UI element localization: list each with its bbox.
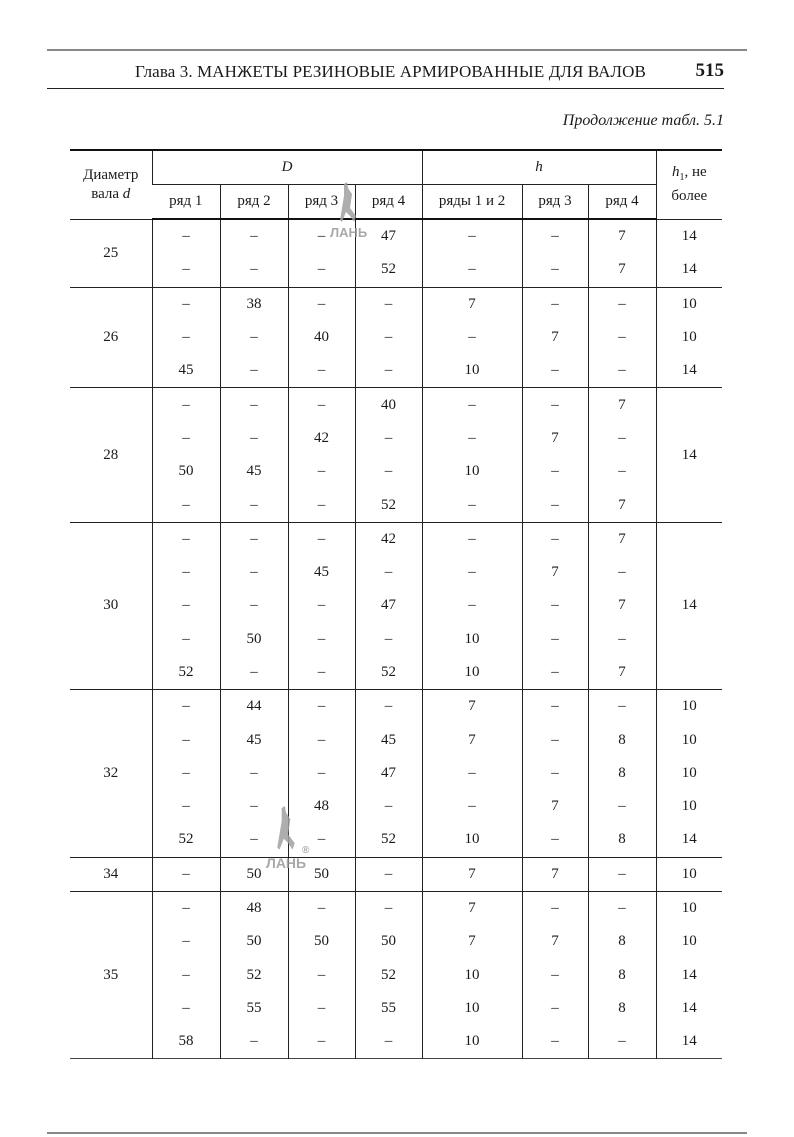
value-cell: – bbox=[522, 455, 588, 488]
value-cell: – bbox=[588, 690, 656, 724]
value-cell: 14 bbox=[656, 959, 722, 992]
table-row bbox=[70, 857, 722, 891]
table-row bbox=[70, 992, 722, 1025]
value-cell: – bbox=[220, 790, 288, 823]
subheader-D-col: ряд 3 bbox=[288, 185, 355, 220]
subheader-h-col: ряд 4 bbox=[588, 185, 656, 220]
value-cell: 7 bbox=[588, 656, 656, 690]
chapter-title: Глава 3. МАНЖЕТЫ РЕЗИНОВЫЕ АРМИРОВАННЫЕ ДЛЯ ВАЛОВ bbox=[134, 62, 646, 81]
table-caption: Продолжение табл. 5.1 bbox=[562, 112, 724, 129]
value-cell: – bbox=[355, 455, 422, 488]
value-cell: 8 bbox=[588, 723, 656, 756]
value-cell: 48 bbox=[220, 891, 288, 925]
value-cell: – bbox=[152, 992, 220, 1025]
value-cell: 10 bbox=[422, 455, 522, 488]
table-row bbox=[70, 321, 722, 354]
value-cell: – bbox=[522, 354, 588, 388]
value-cell: – bbox=[220, 422, 288, 455]
value-cell: – bbox=[288, 823, 355, 857]
value-cell: – bbox=[220, 556, 288, 589]
value-cell: 47 bbox=[355, 589, 422, 622]
value-cell: 52 bbox=[220, 959, 288, 992]
value-cell: – bbox=[220, 488, 288, 522]
value-cell: – bbox=[288, 757, 355, 790]
value-cell: 40 bbox=[355, 388, 422, 422]
value-cell: 44 bbox=[220, 690, 288, 724]
value-cell: – bbox=[152, 959, 220, 992]
table-row bbox=[70, 219, 722, 253]
value-cell: – bbox=[422, 790, 522, 823]
value-cell: 52 bbox=[152, 656, 220, 690]
value-cell: 7 bbox=[522, 790, 588, 823]
value-cell: – bbox=[288, 589, 355, 622]
table-row bbox=[70, 891, 722, 925]
table-row bbox=[70, 757, 722, 790]
value-cell: 10 bbox=[656, 790, 722, 823]
subheader-h-col: ряды 1 и 2 bbox=[422, 185, 522, 220]
value-cell: 42 bbox=[355, 522, 422, 556]
value-cell: – bbox=[522, 891, 588, 925]
value-cell: 45 bbox=[152, 354, 220, 388]
value-cell: 7 bbox=[588, 253, 656, 287]
diameter-group bbox=[70, 690, 722, 857]
shaft-diameter-cell: 25 bbox=[103, 244, 119, 261]
value-cell: – bbox=[288, 656, 355, 690]
diameter-group bbox=[70, 219, 722, 287]
table-row bbox=[70, 959, 722, 992]
value-cell: 50 bbox=[220, 623, 288, 656]
value-cell: – bbox=[522, 690, 588, 724]
value-cell: – bbox=[152, 556, 220, 589]
value-cell: 45 bbox=[355, 723, 422, 756]
value-cell: – bbox=[355, 422, 422, 455]
value-cell: – bbox=[355, 287, 422, 321]
value-cell: 14 bbox=[656, 354, 722, 388]
seal-dimensions-table bbox=[70, 149, 722, 1059]
value-cell: 50 bbox=[220, 925, 288, 958]
page-number: 515 bbox=[695, 60, 724, 81]
value-cell: 47 bbox=[355, 219, 422, 253]
value-cell: 10 bbox=[422, 959, 522, 992]
value-cell: – bbox=[588, 455, 656, 488]
value-cell: 7 bbox=[422, 925, 522, 958]
value-cell: – bbox=[152, 287, 220, 321]
value-cell: – bbox=[288, 287, 355, 321]
value-cell: 10 bbox=[656, 690, 722, 724]
diameter-group bbox=[70, 891, 722, 1058]
value-cell: – bbox=[422, 556, 522, 589]
value-cell: – bbox=[152, 857, 220, 891]
value-cell: – bbox=[522, 1025, 588, 1059]
value-cell: – bbox=[355, 891, 422, 925]
value-cell: – bbox=[522, 823, 588, 857]
value-cell: – bbox=[355, 690, 422, 724]
table-row bbox=[70, 287, 722, 321]
value-cell: 50 bbox=[288, 925, 355, 958]
value-cell: – bbox=[288, 723, 355, 756]
value-cell: 14 bbox=[656, 219, 722, 253]
value-cell: 10 bbox=[656, 723, 722, 756]
subheader-D-col: ряд 2 bbox=[220, 185, 288, 220]
table-row bbox=[70, 589, 722, 622]
value-cell: – bbox=[288, 992, 355, 1025]
header-shaft-diameter bbox=[70, 150, 152, 219]
value-cell: – bbox=[220, 757, 288, 790]
value-cell: – bbox=[220, 823, 288, 857]
value-cell: – bbox=[355, 790, 422, 823]
value-cell: – bbox=[422, 253, 522, 287]
table-row bbox=[70, 422, 722, 455]
value-cell: 10 bbox=[422, 823, 522, 857]
value-cell: 52 bbox=[152, 823, 220, 857]
value-cell: – bbox=[288, 488, 355, 522]
value-cell: – bbox=[152, 925, 220, 958]
shaft-diameter-cell: 30 bbox=[103, 597, 119, 614]
value-cell: 7 bbox=[422, 891, 522, 925]
value-cell: 38 bbox=[220, 287, 288, 321]
value-cell: 10 bbox=[656, 857, 722, 891]
table-row bbox=[70, 623, 722, 656]
value-cell: – bbox=[220, 1025, 288, 1059]
value-cell: 50 bbox=[288, 857, 355, 891]
header-symbol: h bbox=[671, 164, 680, 181]
value-cell: – bbox=[422, 219, 522, 253]
value-cell: 8 bbox=[588, 823, 656, 857]
value-cell: 7 bbox=[522, 925, 588, 958]
value-cell: – bbox=[588, 422, 656, 455]
value-cell: – bbox=[288, 388, 355, 422]
value-cell: 8 bbox=[588, 992, 656, 1025]
value-cell: 48 bbox=[288, 790, 355, 823]
value-cell: 7 bbox=[588, 388, 656, 422]
value-cell: – bbox=[220, 522, 288, 556]
value-cell: – bbox=[422, 522, 522, 556]
header-h1 bbox=[656, 150, 722, 219]
header-text: более bbox=[671, 188, 708, 205]
value-cell: – bbox=[522, 656, 588, 690]
shaft-diameter-cell: 26 bbox=[103, 329, 119, 346]
value-cell: – bbox=[588, 891, 656, 925]
value-cell: 7 bbox=[422, 690, 522, 724]
value-cell: – bbox=[522, 723, 588, 756]
value-cell: 7 bbox=[522, 857, 588, 891]
value-cell: – bbox=[422, 757, 522, 790]
value-cell: – bbox=[152, 623, 220, 656]
table-row bbox=[70, 656, 722, 690]
value-cell: – bbox=[288, 959, 355, 992]
value-cell: – bbox=[422, 321, 522, 354]
value-cell: 8 bbox=[588, 757, 656, 790]
diameter-group bbox=[70, 857, 722, 891]
value-cell: 7 bbox=[588, 488, 656, 522]
value-cell: – bbox=[422, 388, 522, 422]
value-cell: – bbox=[152, 589, 220, 622]
shaft-diameter-cell: 34 bbox=[103, 865, 119, 882]
shaft-diameter-cell: 35 bbox=[103, 966, 119, 983]
value-cell: – bbox=[588, 354, 656, 388]
value-cell: – bbox=[220, 253, 288, 287]
table-row bbox=[70, 253, 722, 287]
value-cell: – bbox=[588, 556, 656, 589]
value-cell: 50 bbox=[355, 925, 422, 958]
value-cell: 50 bbox=[220, 857, 288, 891]
value-cell: 45 bbox=[220, 455, 288, 488]
value-cell: – bbox=[522, 388, 588, 422]
value-cell: 7 bbox=[588, 219, 656, 253]
value-cell: – bbox=[588, 623, 656, 656]
value-cell: 7 bbox=[588, 589, 656, 622]
bottom-rule bbox=[47, 1132, 747, 1134]
value-cell: – bbox=[355, 354, 422, 388]
value-cell: – bbox=[288, 253, 355, 287]
value-cell: – bbox=[220, 388, 288, 422]
value-cell: – bbox=[288, 219, 355, 253]
table-row bbox=[70, 354, 722, 388]
value-cell: – bbox=[522, 757, 588, 790]
value-cell: 52 bbox=[355, 488, 422, 522]
value-cell: 55 bbox=[220, 992, 288, 1025]
table-row bbox=[70, 556, 722, 589]
value-cell: 14 bbox=[656, 1025, 722, 1059]
subheader-D-col: ряд 1 bbox=[152, 185, 220, 220]
value-cell: 10 bbox=[422, 992, 522, 1025]
value-cell: – bbox=[522, 253, 588, 287]
header-text: , не bbox=[684, 164, 707, 181]
value-cell: – bbox=[220, 321, 288, 354]
value-cell: 7 bbox=[588, 522, 656, 556]
value-cell: 14 bbox=[656, 823, 722, 857]
watermark-text: ЛАНЬ bbox=[330, 225, 368, 240]
value-cell: – bbox=[288, 354, 355, 388]
value-cell: 10 bbox=[422, 354, 522, 388]
value-cell: 45 bbox=[220, 723, 288, 756]
value-cell: – bbox=[522, 488, 588, 522]
value-cell: – bbox=[152, 488, 220, 522]
value-cell: 52 bbox=[355, 656, 422, 690]
value-cell: – bbox=[588, 321, 656, 354]
value-cell: 7 bbox=[522, 556, 588, 589]
table-row bbox=[70, 1025, 722, 1059]
top-rule bbox=[47, 49, 747, 51]
value-cell: 52 bbox=[355, 823, 422, 857]
value-cell: – bbox=[288, 522, 355, 556]
value-cell: – bbox=[220, 354, 288, 388]
value-cell: – bbox=[588, 1025, 656, 1059]
table-row bbox=[70, 522, 722, 556]
value-cell: 58 bbox=[152, 1025, 220, 1059]
value-cell: – bbox=[422, 422, 522, 455]
value-cell: 10 bbox=[656, 925, 722, 958]
value-cell: – bbox=[522, 287, 588, 321]
diameter-group bbox=[70, 388, 722, 522]
value-cell: 10 bbox=[656, 757, 722, 790]
value-cell: 10 bbox=[422, 656, 522, 690]
header-subscript: 1 bbox=[679, 172, 685, 184]
value-cell: 10 bbox=[656, 891, 722, 925]
value-cell: – bbox=[355, 857, 422, 891]
value-cell: – bbox=[522, 959, 588, 992]
value-cell: – bbox=[355, 321, 422, 354]
value-cell: – bbox=[152, 253, 220, 287]
value-cell: – bbox=[152, 790, 220, 823]
value-cell: – bbox=[522, 219, 588, 253]
subheader-D-col: ряд 4 bbox=[355, 185, 422, 220]
value-cell: 10 bbox=[656, 287, 722, 321]
shaft-diameter-cell: 28 bbox=[103, 446, 119, 463]
diameter-group bbox=[70, 287, 722, 388]
value-cell: 50 bbox=[152, 455, 220, 488]
value-cell: 52 bbox=[355, 959, 422, 992]
value-cell: – bbox=[220, 656, 288, 690]
value-cell: 42 bbox=[288, 422, 355, 455]
shaft-diameter-cell: 32 bbox=[103, 764, 119, 781]
value-cell: – bbox=[152, 723, 220, 756]
table-row bbox=[70, 488, 722, 522]
value-cell: – bbox=[152, 891, 220, 925]
value-cell: 52 bbox=[355, 253, 422, 287]
running-header bbox=[47, 60, 724, 89]
value-cell: 7 bbox=[522, 321, 588, 354]
subheader-h-col: ряд 3 bbox=[522, 185, 588, 220]
value-cell: – bbox=[288, 1025, 355, 1059]
watermark-text: ЛАНЬ bbox=[266, 855, 307, 871]
value-cell: – bbox=[355, 1025, 422, 1059]
header-h-group: h bbox=[422, 150, 656, 185]
value-cell: – bbox=[588, 790, 656, 823]
subheader-row bbox=[70, 185, 722, 220]
value-cell: – bbox=[588, 287, 656, 321]
value-cell: – bbox=[152, 219, 220, 253]
h1-merged-cell: 14 bbox=[656, 522, 722, 689]
value-cell: – bbox=[288, 891, 355, 925]
value-cell: 14 bbox=[656, 253, 722, 287]
table-row bbox=[70, 455, 722, 488]
value-cell: – bbox=[152, 388, 220, 422]
value-cell: 7 bbox=[422, 857, 522, 891]
table-row bbox=[70, 823, 722, 857]
header-text: Диаметр bbox=[83, 166, 139, 183]
value-cell: – bbox=[422, 488, 522, 522]
value-cell: 14 bbox=[656, 992, 722, 1025]
value-cell: – bbox=[152, 690, 220, 724]
value-cell: 10 bbox=[422, 623, 522, 656]
header-symbol: d bbox=[122, 185, 131, 202]
value-cell: 10 bbox=[656, 321, 722, 354]
value-cell: – bbox=[522, 623, 588, 656]
value-cell: – bbox=[588, 857, 656, 891]
h1-merged-cell: 14 bbox=[656, 388, 722, 522]
value-cell: – bbox=[355, 556, 422, 589]
value-cell: 8 bbox=[588, 925, 656, 958]
value-cell: – bbox=[522, 522, 588, 556]
diameter-group bbox=[70, 522, 722, 689]
header-D-group: D bbox=[152, 150, 422, 185]
value-cell: 45 bbox=[288, 556, 355, 589]
value-cell: – bbox=[152, 522, 220, 556]
value-cell: 55 bbox=[355, 992, 422, 1025]
value-cell: – bbox=[522, 992, 588, 1025]
value-cell: – bbox=[288, 690, 355, 724]
value-cell: 10 bbox=[422, 1025, 522, 1059]
value-cell: – bbox=[220, 219, 288, 253]
value-cell: – bbox=[422, 589, 522, 622]
watermark-registered-mark: ® bbox=[302, 845, 310, 856]
table-row bbox=[70, 925, 722, 958]
value-cell: – bbox=[152, 422, 220, 455]
table-row bbox=[70, 790, 722, 823]
table-row bbox=[70, 723, 722, 756]
header-text: вала bbox=[91, 185, 120, 202]
value-cell: 7 bbox=[422, 723, 522, 756]
value-cell: 7 bbox=[422, 287, 522, 321]
table-row bbox=[70, 388, 722, 422]
value-cell: 7 bbox=[522, 422, 588, 455]
value-cell: 8 bbox=[588, 959, 656, 992]
value-cell: – bbox=[288, 455, 355, 488]
value-cell: – bbox=[220, 589, 288, 622]
value-cell: – bbox=[152, 321, 220, 354]
value-cell: – bbox=[522, 589, 588, 622]
value-cell: – bbox=[355, 623, 422, 656]
value-cell: – bbox=[288, 623, 355, 656]
value-cell: 47 bbox=[355, 757, 422, 790]
value-cell: – bbox=[152, 757, 220, 790]
value-cell: 40 bbox=[288, 321, 355, 354]
table-row bbox=[70, 690, 722, 724]
